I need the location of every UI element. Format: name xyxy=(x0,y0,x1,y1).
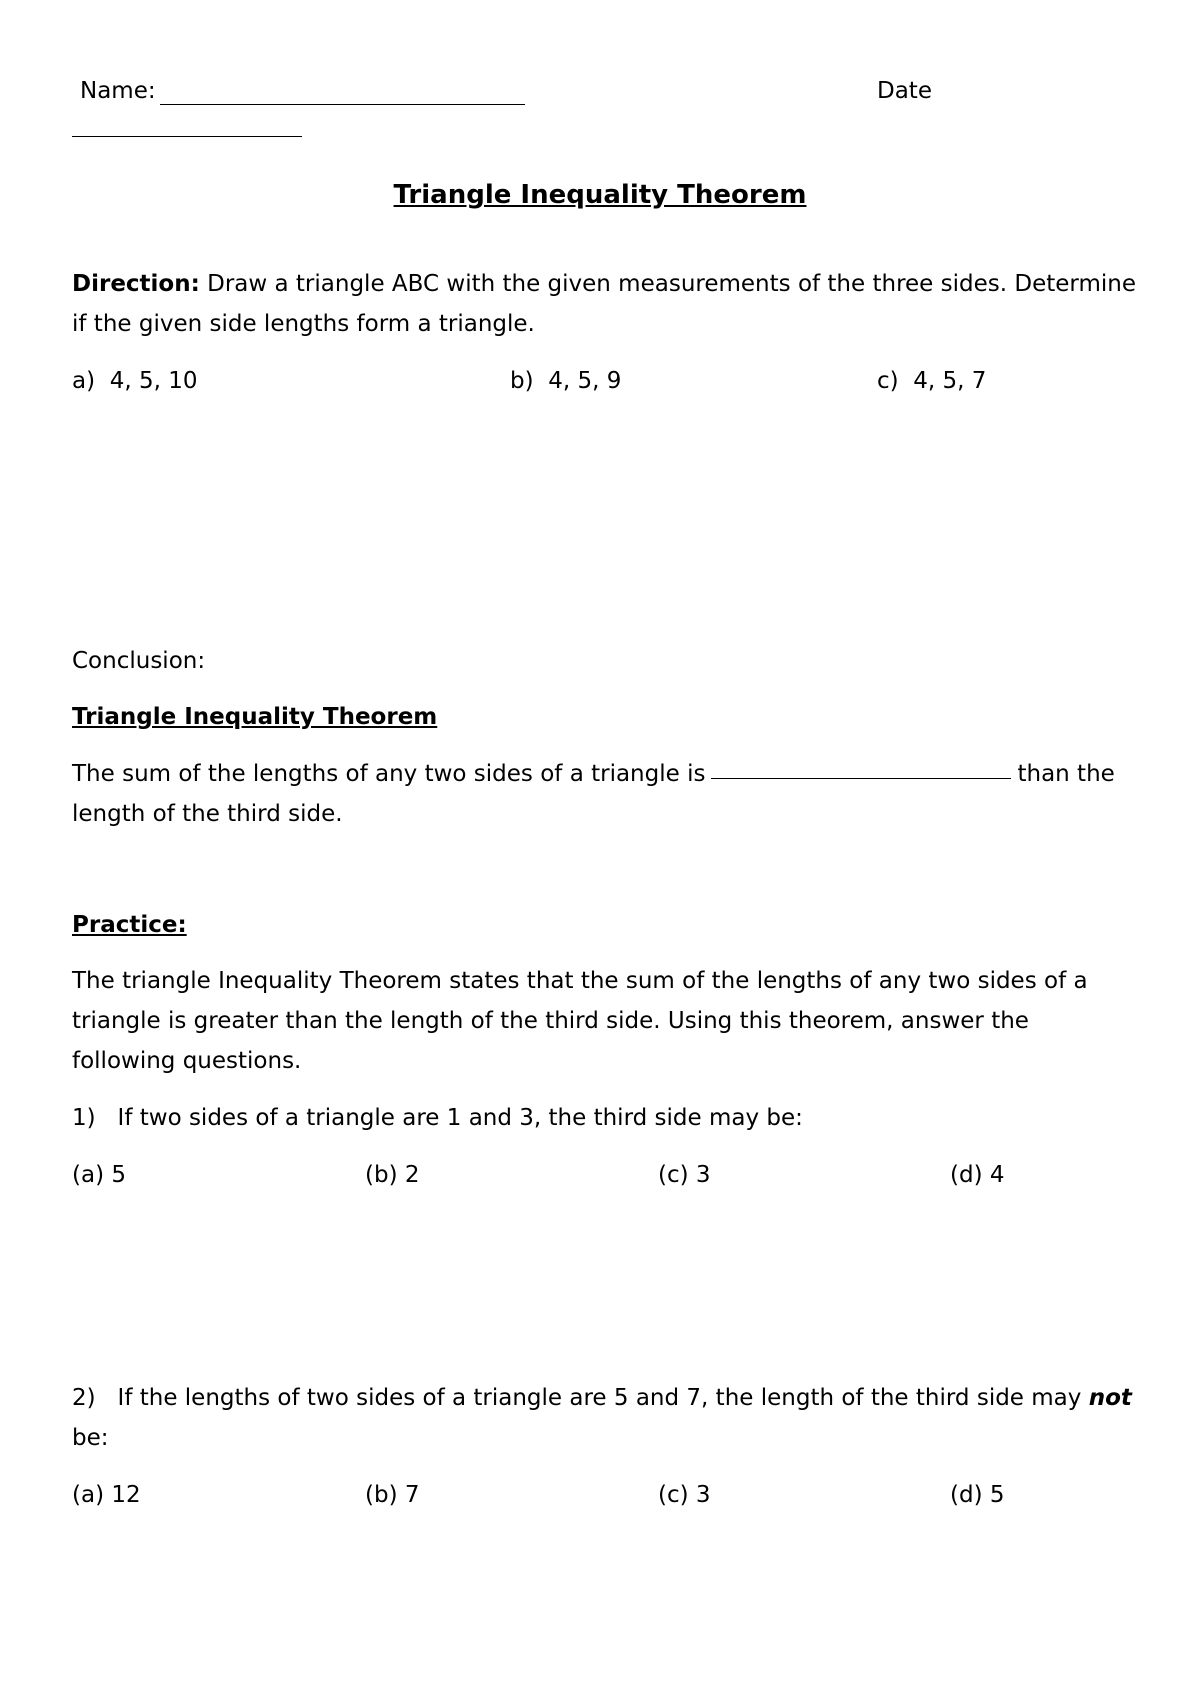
theorem-statement-line-2: length of the third side. xyxy=(72,801,343,827)
q2-choice-c: (c) 3 xyxy=(658,1482,711,1508)
q2-choice-b: (b) 7 xyxy=(365,1482,420,1508)
question-2-line-2: be: xyxy=(72,1425,109,1451)
q1-choice-c: (c) 3 xyxy=(658,1162,711,1188)
name-label: Name: xyxy=(80,78,156,104)
name-blank-line xyxy=(160,104,525,105)
practice-intro-line-3: following questions. xyxy=(72,1048,302,1074)
direction-line-2: if the given side lengths form a triangle. xyxy=(72,311,535,337)
option-b: b) 4, 5, 9 xyxy=(510,368,622,394)
answer-blank xyxy=(711,778,1011,779)
emphasis-not: not xyxy=(1088,1385,1132,1411)
q1-choice-b: (b) 2 xyxy=(365,1162,420,1188)
q1-choice-d: (d) 4 xyxy=(950,1162,1005,1188)
page-title: Triangle Inequality Theorem xyxy=(393,180,807,210)
date-blank-line xyxy=(72,136,302,137)
option-c: c) 4, 5, 7 xyxy=(877,368,987,394)
practice-intro-line-1: The triangle Inequality Theorem states that the sum of the lengths of any two sides of a xyxy=(72,968,1088,994)
theorem-statement-line-1: The sum of the lengths of any two sides of a triangle is than the xyxy=(72,761,1115,787)
option-a: a) 4, 5, 10 xyxy=(72,368,198,394)
question-2-line-1: 2) If the lengths of two sides of a triangle are 5 and 7, the length of the third side may not xyxy=(72,1385,1132,1411)
theorem-heading: Triangle Inequality Theorem xyxy=(72,704,438,730)
practice-heading: Practice: xyxy=(72,912,187,938)
date-label: Date xyxy=(877,78,932,104)
direction-label: Direction: xyxy=(72,271,200,297)
q1-choice-a: (a) 5 xyxy=(72,1162,126,1188)
practice-intro-line-2: triangle is greater than the length of the third side. Using this theorem, answer the xyxy=(72,1008,1029,1034)
question-1: 1) If two sides of a triangle are 1 and 3, the third side may be: xyxy=(72,1105,803,1131)
q2-choice-d: (d) 5 xyxy=(950,1482,1005,1508)
direction-line-1 xyxy=(72,271,1136,297)
q2-choice-a: (a) 12 xyxy=(72,1482,141,1508)
direction-text-1: Draw a triangle ABC with the given measurements of the three sides. Determine xyxy=(207,271,1136,297)
conclusion-label: Conclusion: xyxy=(72,648,206,674)
